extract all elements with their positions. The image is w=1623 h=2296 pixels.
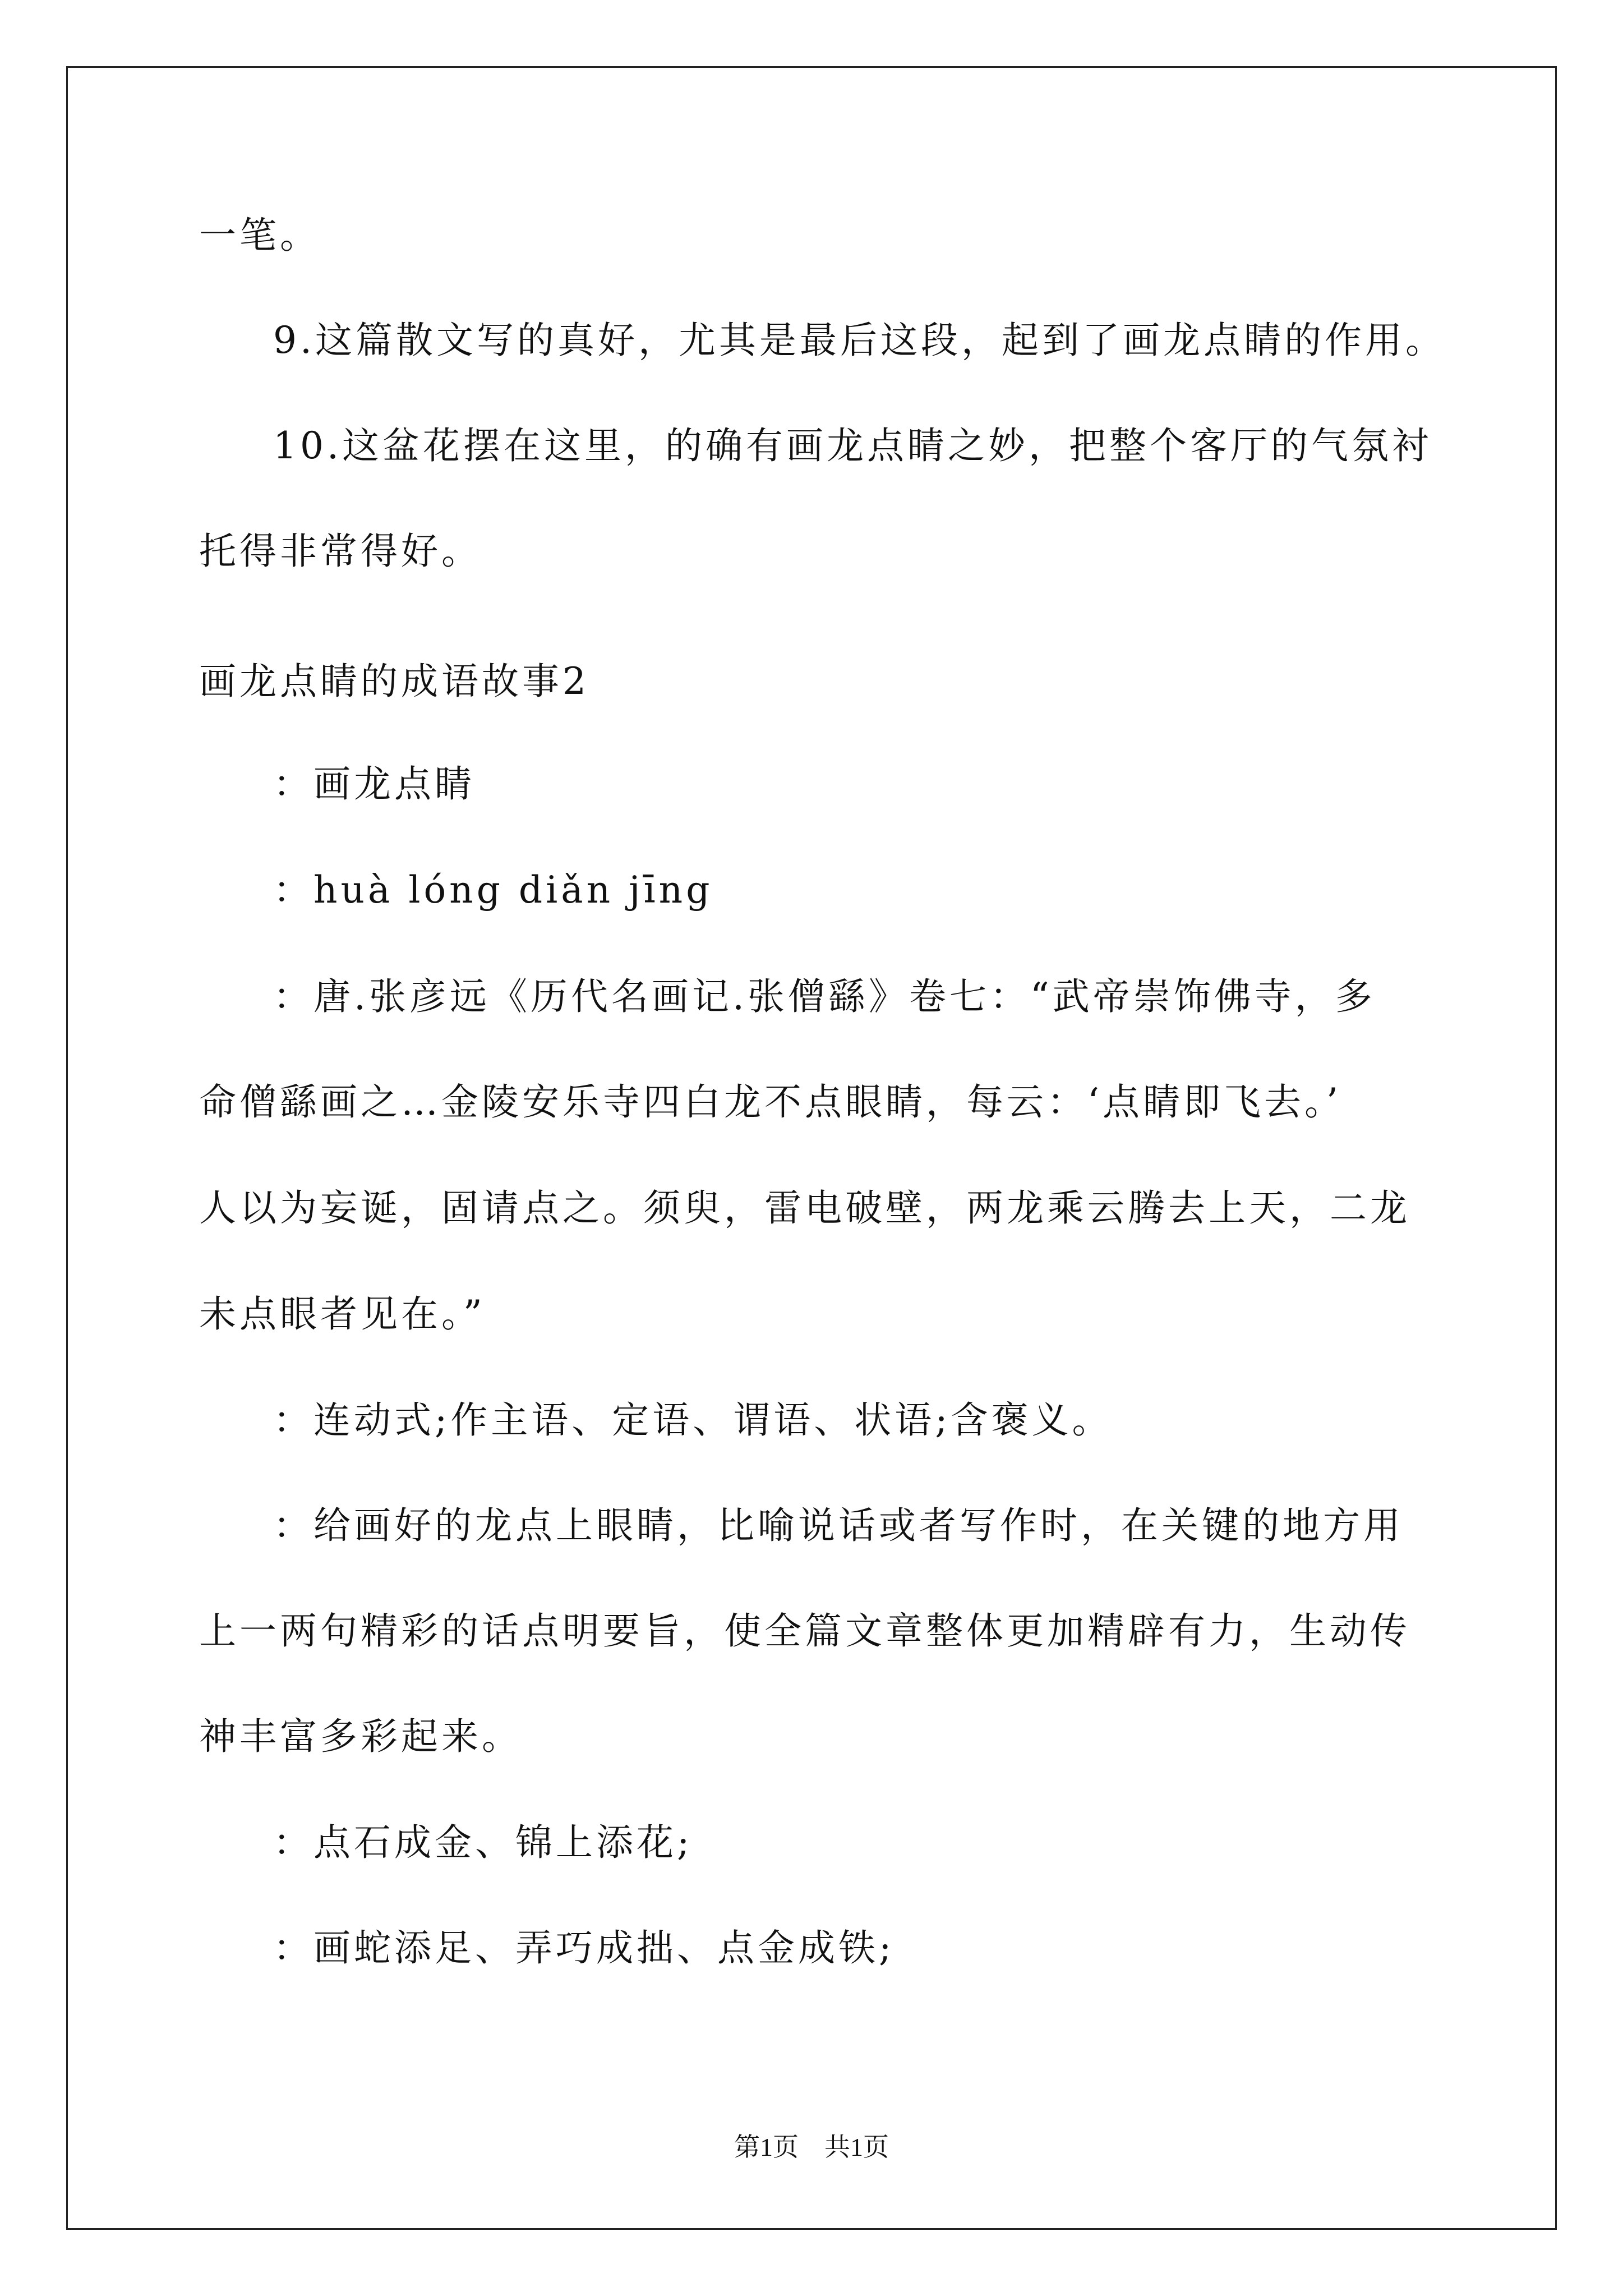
text-line: ：连动式;作主语、定语、谓语、状语;含褒义。 (273, 1398, 1113, 1442)
page-footer: 第1页 共1页 (734, 2133, 889, 2161)
text-line: 人以为妄诞，固请点之。须臾，雷电破壁，两龙乘云腾去上天，二龙 (199, 1186, 1410, 1230)
text-line: 命僧繇画之…金陵安乐寺四白龙不点眼睛，每云：‘点睛即飞去。’ (199, 1080, 1341, 1124)
text-line: ：唐.张彦远《历代名画记.张僧繇》卷七：“武帝崇饰佛寺，多 (273, 975, 1376, 1018)
section-heading: 画龙点睛的成语故事2 (199, 660, 589, 703)
page-border (66, 66, 1557, 2230)
text-line: 托得非常得好。 (199, 530, 482, 573)
text-line: ：画龙点睛 (273, 762, 475, 806)
text-line: 9.这篇散文写的真好，尤其是最后这段，起到了画龙点睛的作用。 (273, 319, 1446, 362)
text-line: ：画蛇添足、弄巧成拙、点金成铁; (273, 1926, 895, 1970)
text-line: 上一两句精彩的话点明要旨，使全篇文章整体更加精辟有力，生动传 (199, 1609, 1410, 1653)
text-line: 一笔。 (199, 214, 320, 257)
text-line: ：给画好的龙点上眼睛，比喻说话或者写作时，在关键的地方用 (273, 1504, 1404, 1547)
text-line: 10.这盆花摆在这里，的确有画龙点睛之妙，把整个客厅的气氛衬 (273, 424, 1432, 467)
pinyin-line: ：huà lóng diǎn jīng (273, 868, 713, 912)
text-line: 神丰富多彩起来。 (199, 1715, 522, 1758)
text-line: ：点石成金、锦上添花; (273, 1821, 693, 1864)
text-line: 未点眼者见在。” (199, 1292, 486, 1336)
